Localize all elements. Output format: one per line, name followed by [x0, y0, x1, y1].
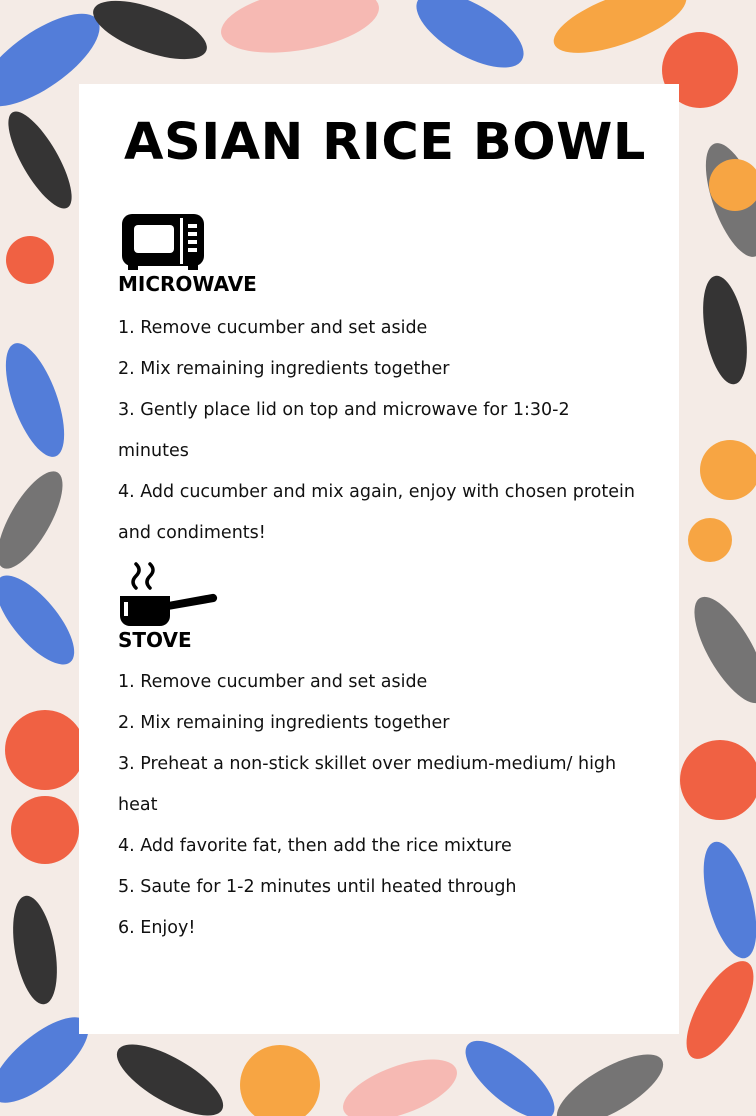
stove-section — [118, 560, 679, 949]
list-item: 3. Preheat a non-stick skillet over medium-medium/ high heat — [118, 754, 617, 815]
list-item: 5. Saute for 1-2 minutes until heated through — [118, 877, 517, 897]
microwave-steps — [118, 308, 679, 554]
list-item: 2. Mix remaining ingredients together — [118, 359, 450, 379]
list-item: 1. Remove cucumber and set aside — [118, 318, 428, 338]
microwave-section — [118, 212, 679, 554]
list-item: 1. Remove cucumber and set aside — [118, 672, 428, 692]
recipe-card — [79, 84, 679, 1034]
saucepan-icon — [118, 560, 218, 628]
list-item: 4. Add cucumber and mix again, enjoy with chosen protein and condiments! — [118, 482, 635, 543]
list-item: 6. Enjoy! — [118, 918, 196, 938]
microwave-heading: MICROWAVE — [118, 272, 257, 296]
list-item: 4. Add favorite fat, then add the rice mixture — [118, 836, 512, 856]
recipe-title: ASIAN RICE BOWL — [124, 113, 646, 172]
microwave-icon — [120, 212, 210, 272]
stove-heading: STOVE — [118, 628, 192, 652]
list-item: 2. Mix remaining ingredients together — [118, 713, 450, 733]
stove-steps — [118, 662, 679, 949]
list-item: 3. Gently place lid on top and microwave for 1:30-2 minutes — [118, 400, 570, 461]
